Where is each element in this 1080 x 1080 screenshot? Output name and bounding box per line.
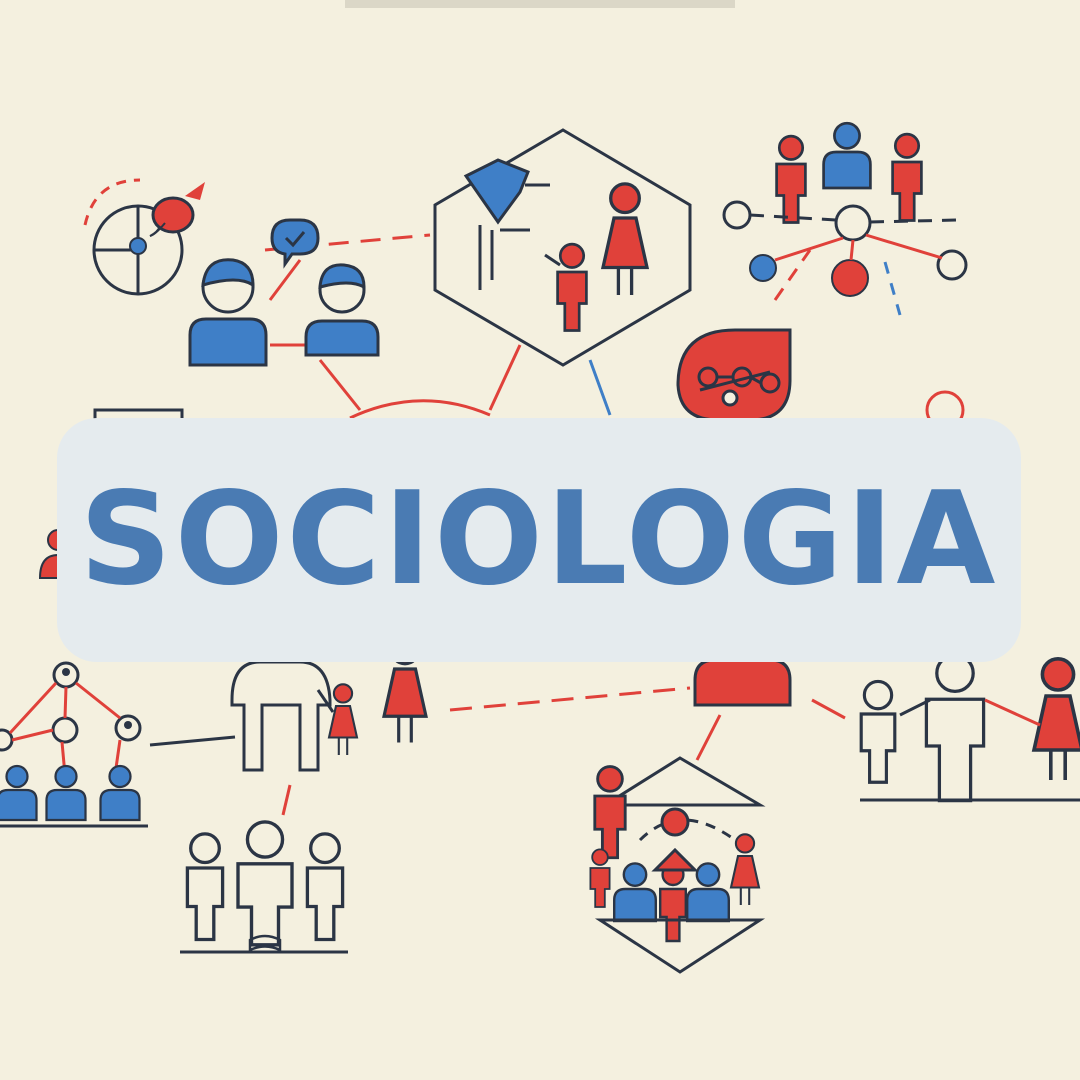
family-hexagon-icon — [435, 130, 690, 365]
red-person-icon — [695, 660, 790, 705]
family-trio-icon — [180, 822, 348, 952]
pie-chart-icon — [85, 180, 205, 294]
network-node-icon — [678, 330, 963, 428]
people-pair-icon — [190, 260, 378, 365]
chat-bubble-icon — [272, 220, 318, 264]
red-balloon-icon — [150, 198, 193, 236]
team-network-icon — [0, 663, 148, 826]
page-title: SOCIOLOGIA — [79, 465, 999, 614]
top-title-fragment — [345, 0, 735, 8]
parent-child-family-icon — [860, 655, 1080, 801]
title-panel — [57, 418, 1021, 662]
group-triangle-icon — [590, 758, 760, 972]
social-network-icon — [724, 123, 966, 296]
